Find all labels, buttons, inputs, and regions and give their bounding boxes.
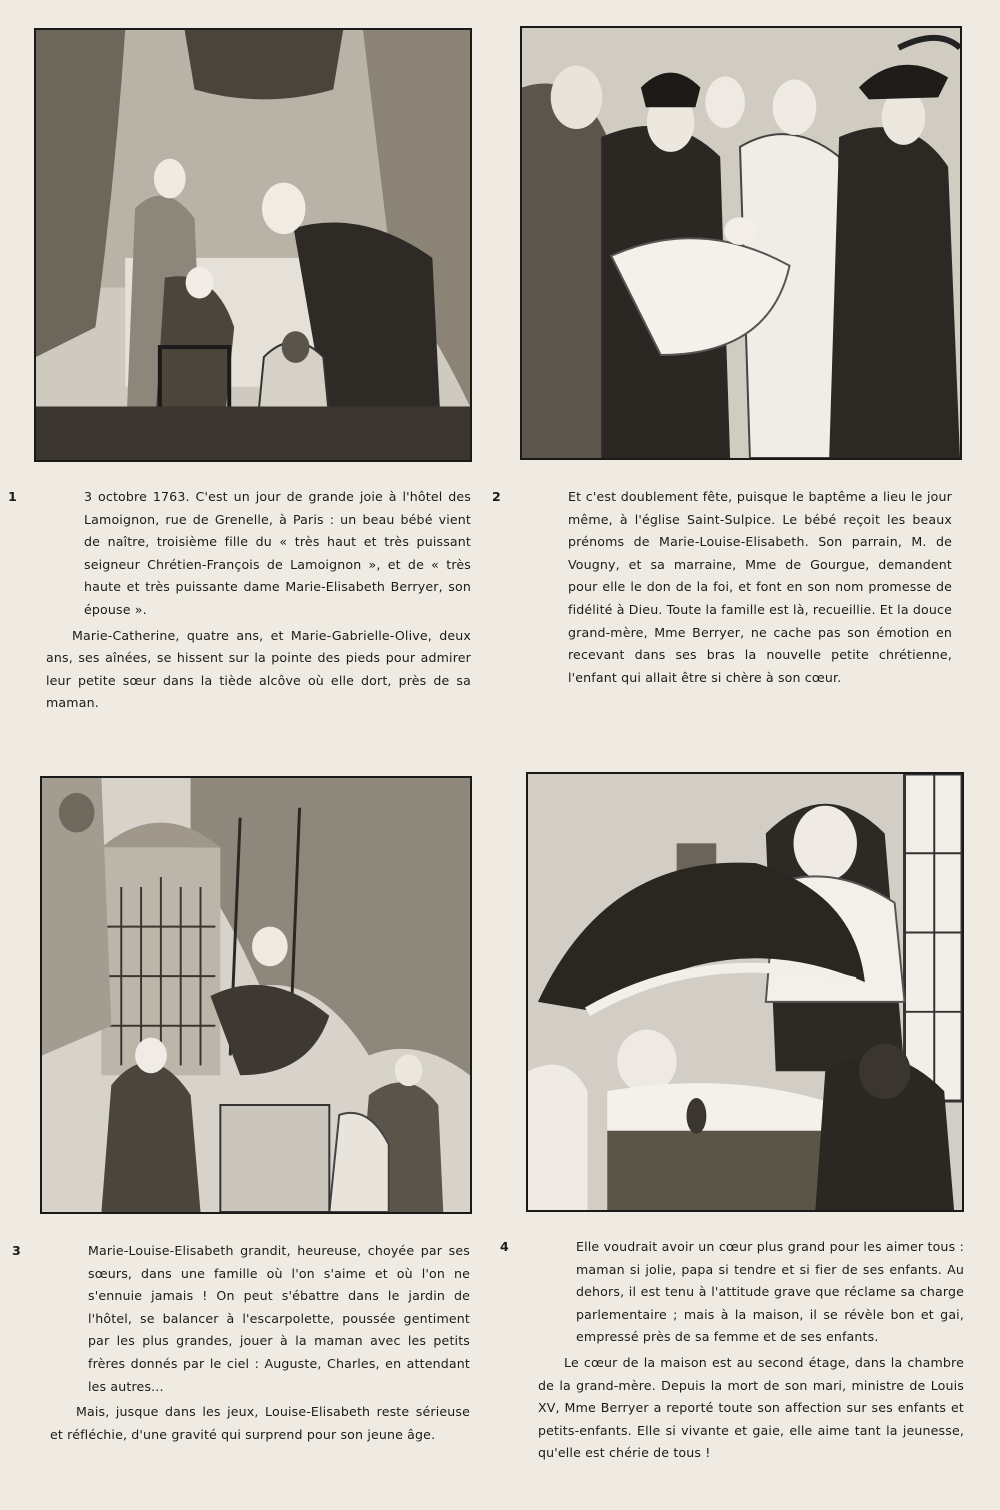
illustration-grandmother-cradle [526,772,964,1212]
caption-paragraph: Marie-Catherine, quatre ans, et Marie-Gabrielle-Olive, deux ans, ses aînées, se hissent sur la pointe des pieds pour admirer leur petite sœur dans la tiède alcôve où elle dort, près de sa maman. [46,627,471,711]
caption-number: 4 [500,1239,509,1254]
caption-paragraph: Mais, jusque dans les jeux, Louise-Elisabeth reste sérieuse et réfléchie, d'une gravité qui surprend pour son jeune âge. [50,1404,470,1442]
caption-number: 1 [8,489,17,504]
caption-panel-3 [12,1240,470,1449]
caption-number: 3 [12,1243,21,1258]
caption-paragraph: Et c'est doublement fête, puisque le baptême a lieu le jour même, à l'église Saint-Sulpice. Le bébé reçoit les beaux prénoms de Marie-Louise-Elisabeth. Son parrain, M. de Vougny, et sa marraine, Mme de Gourgue, demandent pour elle le don de la foi, et font en son nom promesse de fidélité à Dieu. Toute la famille est là, recueillie. Et la douce grand-mère, Mme Berryer, ne cache pas son émotion en recevant dans ses bras la nouvelle petite chrétienne, l'enfant qui allait être si chère à son cœur. [568,489,952,685]
illustration-garden-swing [40,776,472,1214]
caption-paragraph: Elle voudrait avoir un cœur plus grand pour les aimer tous : maman si jolie, papa si tendre et si fier de ses enfants. Au dehors, il est tenu à l'attitude grave que réclame sa charge parlementaire ; mais à la maison, il se révèle bon et gai, empressé près de sa femme et de ses enfants. [576,1239,964,1345]
caption-number: 2 [492,489,501,504]
caption-panel-4 [500,1236,964,1468]
caption-paragraph: Le cœur de la maison est au second étage, dans la chambre de la grand-mère. Depuis la mort de son mari, ministre de Louis XV, Mme Berryer a reporté toute son affection sur ses enfants et petits-enfants. Elle si vivante et gaie, elle aime tant la jeunesse, qu'elle est chérie de tous ! [538,1354,964,1461]
caption-paragraph: Marie-Louise-Elisabeth grandit, heureuse, choyée par ses sœurs, dans une famille où l'on s'aime et où l'on ne s'ennuie jamais ! On peut s'ébattre dans le jardin de l'hôtel, se balancer à l'escarpolette, poussée gentiment par les plus grandes, jouer à la maman avec les petits frères donnés par le ciel : Auguste, Charles, en attendant les autres... [88,1243,470,1394]
caption-panel-1 [8,486,471,718]
illustration-baptism [520,26,962,460]
illustration-birth-scene [34,28,472,462]
caption-panel-2 [492,486,952,692]
caption-paragraph: 3 octobre 1763. C'est un jour de grande joie à l'hôtel des Lamoignon, rue de Grenelle, à Paris : un beau bébé vient de naître, troisième fille du « très haut et très puissant seigneur Chrétien-François de Lamoignon », et de « très haute et très puissante dame Marie-Elisabeth Berryer, son épouse ». [84,489,471,617]
